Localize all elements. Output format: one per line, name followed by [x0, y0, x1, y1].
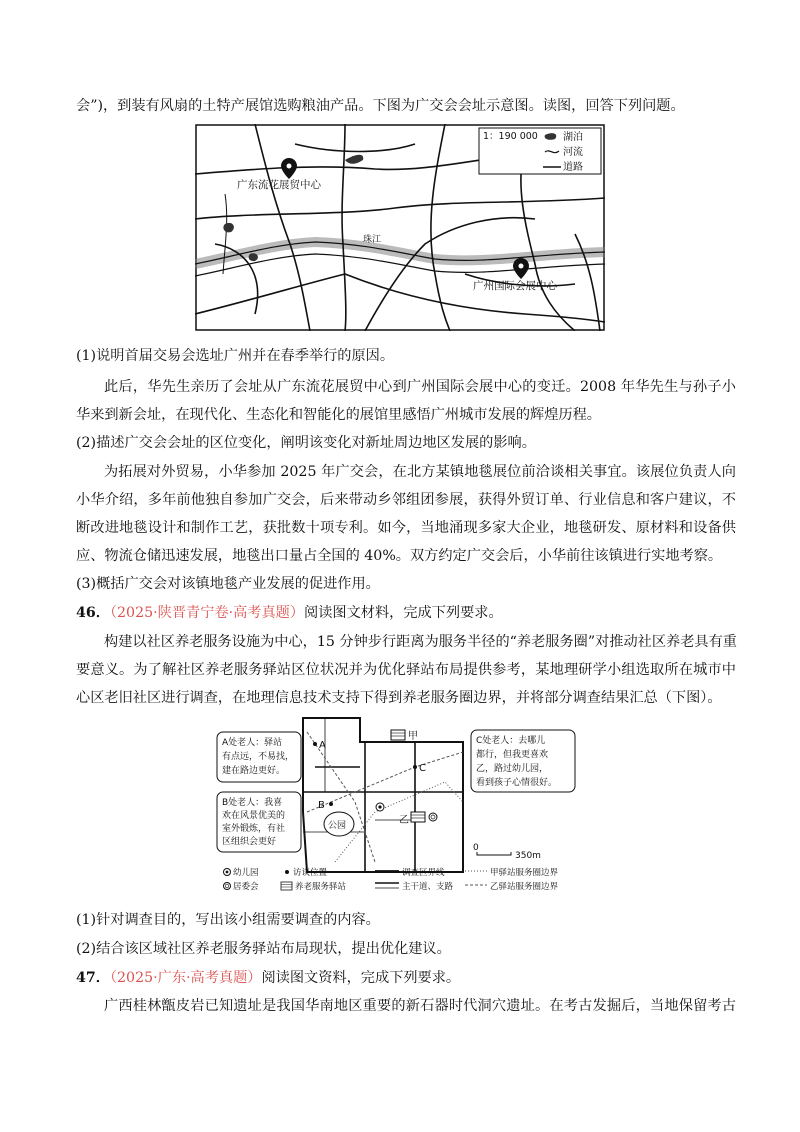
- callout-c-line: 看到孩子心情很好。: [476, 778, 558, 788]
- point-a-label: A: [319, 740, 326, 751]
- legend-road: 道路: [563, 162, 583, 173]
- paragraph-line: 应、物流仓储迅速发展，地毯出口量占全国的 40%。双方约定广交会后，小华前往该镇进行实地考察。: [76, 548, 723, 564]
- legend-river: 河流: [563, 147, 583, 158]
- canton-fair-map: [195, 124, 605, 331]
- callout-b-line: B处老人：我喜: [222, 798, 283, 808]
- legend-committee: 居委会: [233, 882, 259, 892]
- old-venue-label: 广东流花展贸中心: [237, 179, 321, 191]
- map-legend: [224, 867, 559, 892]
- paragraph-line: 为拓展对外贸易，小华参加 2025 年广交会，在北方某镇地毯展位前洽谈相关事宜。该展位负责人向: [104, 464, 736, 480]
- callout-a-line: 有点远，不易找，: [222, 752, 295, 762]
- callout-b-line: 欢在风景优美的: [222, 811, 286, 821]
- paragraph-line: 此后，华先生亲历了会址从广东流花展贸中心到广州国际会展中心的变迁。2008 年华先生与孙子小: [104, 379, 736, 395]
- legend-boundary: 调查区界线: [402, 868, 445, 878]
- callout-a-line: A处老人：驿站: [222, 738, 283, 748]
- callout-c-line: 都行，但我更喜欢: [476, 750, 549, 760]
- station-yi-label: 乙: [399, 815, 409, 826]
- scale-end: 350m: [515, 851, 541, 861]
- paragraph-line: 要意义。为了解社区养老服务驿站区位状况并为优化驿站布局提供参考，某地理研学小组选取所在城市中: [76, 662, 736, 678]
- question-source: （2025·广东·高考真题）: [109, 970, 262, 986]
- paragraph-line: 广西桂林甑皮岩已知遗址是我国华南地区重要的新石器时代洞穴遗址。在考古发掘后，当地保留考古: [104, 998, 736, 1014]
- paragraph-line: 构建以社区养老服务设施为中心，15 分钟步行距离为服务半径的“养老服务圈”对推动社区养老具有重: [104, 634, 737, 650]
- legend-lake: 湖泊: [563, 132, 583, 143]
- paragraph-line: 心区老旧社区进行调查，在地理信息技术支持下得到养老服务圈边界，并将部分调查结果汇总（下图）。: [76, 690, 722, 706]
- callout-a: [217, 732, 301, 782]
- committee-icon: [429, 813, 437, 821]
- station-jia-icon: [391, 730, 405, 740]
- callout-c-line: C处老人：去哪儿: [476, 736, 546, 746]
- scale-bar: [473, 843, 541, 861]
- interview-point-c: [413, 765, 417, 769]
- question-source: （2025·陕晋青宁卷·高考真题）: [109, 605, 305, 621]
- point-b-label: B: [318, 800, 325, 811]
- callout-b-line: 室外锻炼，有社: [222, 824, 286, 834]
- question-46-1: (1)针对调查目的，写出该小组需要调查的内容。: [76, 912, 380, 928]
- question-2: (2)描述广交会会址的区位变化，阐明该变化对新址周边地区发展的影响。: [76, 435, 536, 451]
- callout-c-line: 乙，路过幼儿园，: [476, 764, 549, 774]
- paragraph-line: 小华介绍，多年前他独自参加广交会，后来带动乡邻组团参展，获得外贸订单、行业信息和客户建议，不: [76, 492, 736, 508]
- point-c-label: C: [419, 763, 426, 774]
- interview-point-a: [313, 742, 317, 746]
- new-venue-label: 广州国际会展中心: [473, 280, 557, 292]
- scale-start: 0: [473, 843, 479, 853]
- question-instruction: 阅读图文资料，完成下列要求。: [261, 970, 461, 986]
- question-number: 47．: [76, 970, 110, 986]
- question-46-header: [76, 603, 736, 623]
- question-instruction: 阅读图文材料，完成下列要求。: [304, 605, 503, 621]
- paragraph-line: 断改进地毯设计和制作工艺，获批数十项专利。如今，当地涌现多家大企业，地毯研发、原材料和设备供: [76, 520, 736, 536]
- question-46-2: (2)结合该区域社区养老服务驿站布局现状，提出优化建议。: [76, 941, 451, 957]
- legend-station: 养老服务驿站: [295, 882, 347, 892]
- station-yi-icon: [411, 812, 425, 822]
- station-jia-label: 甲: [408, 731, 418, 742]
- interview-point-b: [329, 802, 333, 806]
- question-3: (3)概括广交会对该镇地毯产业发展的促进作用。: [76, 576, 380, 592]
- legend-jia-boundary: 甲驿站服务圈边界: [490, 868, 559, 878]
- callout-b-line: 区组织会更好: [222, 837, 277, 847]
- question-number: 46．: [76, 605, 110, 621]
- park-label: 公园: [328, 821, 347, 831]
- legend-yi-boundary: 乙驿站服务圈边界: [490, 882, 559, 892]
- paragraph-line: 华来到新会址，在现代化、生态化和智能化的展馆里感悟广州城市发展的辉煌历程。: [76, 407, 601, 423]
- legend-kindergarten: 幼儿园: [233, 868, 259, 878]
- callout-a-line: 建在路边更好。: [222, 766, 286, 776]
- question-1: (1)说明首届交易会选址广州并在春季举行的原因。: [76, 348, 395, 364]
- elderly-care-map: [215, 712, 595, 894]
- callout-c: [471, 730, 575, 792]
- legend-interview: 访谈位置: [293, 868, 328, 878]
- text-line: 会”)，到装有风扇的土特产展馆选购粮油产品。下图为广交会会址示意图。读图，回答下列问题。: [76, 98, 685, 114]
- legend-road: 主干道、支路: [402, 882, 454, 892]
- map-scale: 1：190 000: [483, 131, 538, 142]
- question-47-header: [76, 968, 736, 988]
- callout-b: [217, 792, 301, 852]
- river-label: 珠江: [363, 235, 382, 245]
